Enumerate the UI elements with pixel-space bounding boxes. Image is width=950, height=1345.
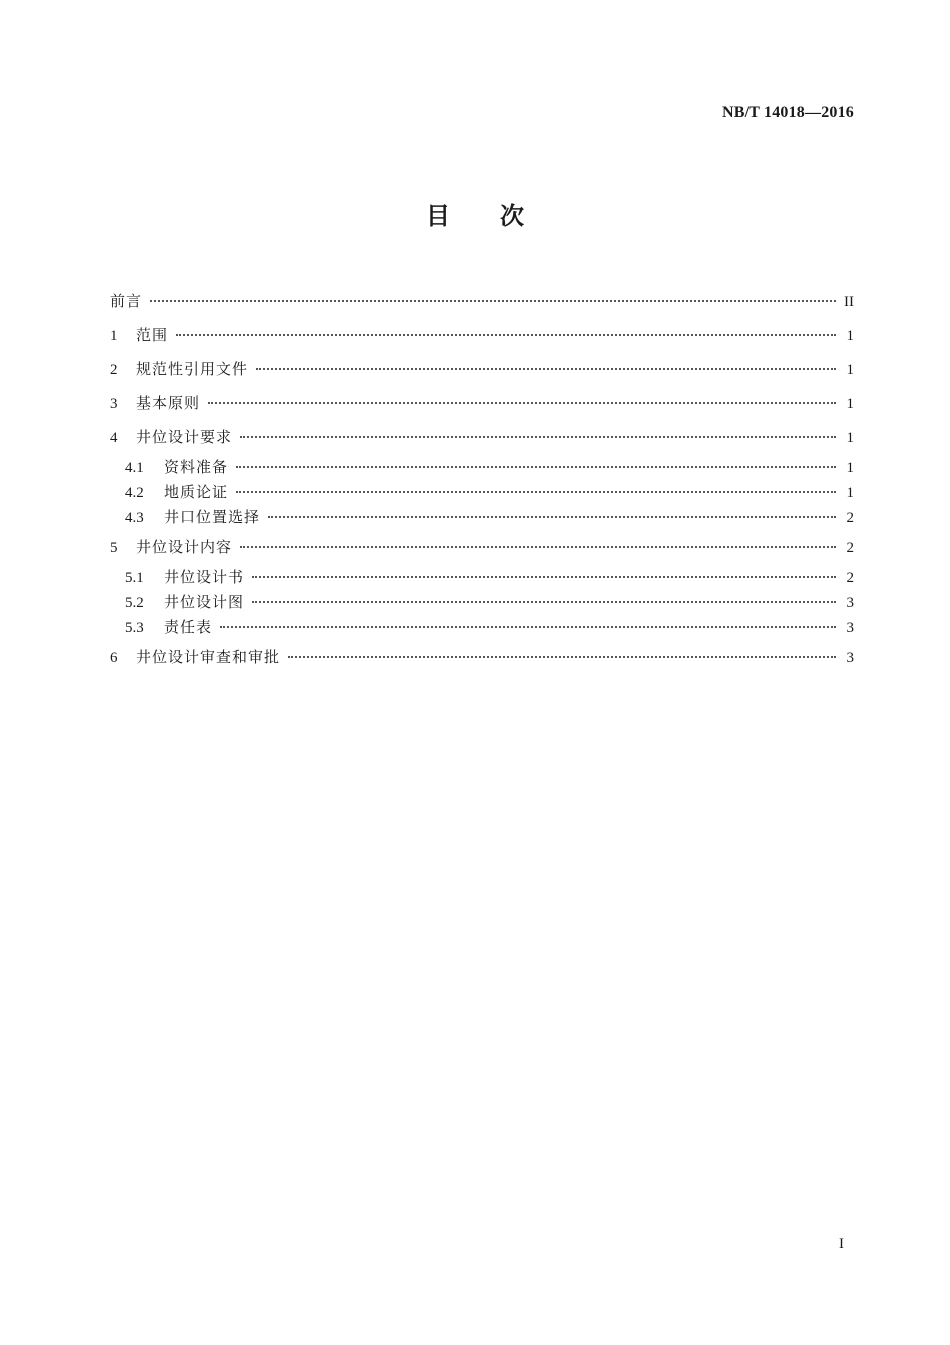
toc-entry-page: 1	[846, 362, 854, 378]
toc-entry-label: 规范性引用文件	[136, 360, 249, 378]
toc-entry-number: 4.3	[125, 510, 144, 526]
toc-entry-page: II	[844, 294, 854, 310]
page-title	[0, 196, 950, 231]
toc-entry-label: 井位设计书	[164, 568, 245, 586]
toc-leader	[256, 368, 836, 370]
toc-leader	[220, 626, 836, 628]
toc-entry-3[interactable]	[110, 391, 854, 416]
toc-entry-4-1[interactable]	[110, 455, 854, 480]
toc-leader	[252, 601, 836, 603]
toc-entry-number: 1	[110, 328, 118, 344]
toc-entry-label: 责任表	[164, 618, 213, 636]
toc-entry-number: 2	[110, 362, 118, 378]
toc-entry-label: 井位设计内容	[136, 538, 233, 556]
toc-entry-page: 1	[846, 396, 854, 412]
toc-entry-number: 4.2	[125, 485, 144, 501]
toc-entry-page: 1	[846, 328, 854, 344]
toc-entry-number: 5.3	[125, 620, 144, 636]
toc-entry-page: 3	[846, 595, 854, 611]
toc-entry-page: 2	[846, 510, 854, 526]
toc-entry-label: 地质论证	[164, 483, 229, 501]
toc-entry-4-3[interactable]	[110, 505, 854, 530]
toc-entry-number: 3	[110, 396, 118, 412]
toc-entry-5[interactable]	[110, 535, 854, 560]
toc-entry-label: 井位设计要求	[136, 428, 233, 446]
toc-entry-5-3[interactable]	[110, 615, 854, 640]
table-of-contents	[110, 289, 854, 670]
toc-entry-page: 2	[846, 570, 854, 586]
toc-leader	[268, 516, 836, 518]
toc-entry-label: 井口位置选择	[164, 508, 261, 526]
toc-entry-4-2[interactable]	[110, 480, 854, 505]
toc-entry-1[interactable]	[110, 323, 854, 348]
title-char-2: 次	[500, 202, 524, 230]
toc-leader	[252, 576, 836, 578]
toc-leader	[150, 300, 836, 302]
toc-entry-label: 资料准备	[164, 458, 229, 476]
toc-entry-5-2[interactable]	[110, 590, 854, 615]
toc-leader	[236, 466, 836, 468]
toc-entry-label: 基本原则	[136, 394, 201, 412]
toc-leader	[240, 546, 836, 548]
page-number: I	[839, 1236, 844, 1252]
toc-entry-2[interactable]	[110, 357, 854, 382]
toc-entry-number: 5.2	[125, 595, 144, 611]
toc-entry-label: 前言	[110, 292, 143, 310]
toc-entry-page: 3	[846, 620, 854, 636]
toc-entry-label: 井位设计审查和审批	[136, 648, 281, 666]
toc-entry-number: 6	[110, 650, 118, 666]
toc-leader	[236, 491, 836, 493]
toc-entry-4[interactable]	[110, 425, 854, 450]
toc-entry-page: 3	[846, 650, 854, 666]
toc-entry-label: 井位设计图	[164, 593, 245, 611]
toc-entry-6[interactable]	[110, 645, 854, 670]
toc-entry-page: 2	[846, 540, 854, 556]
toc-leader	[288, 656, 836, 658]
standard-number: NB/T 14018—2016	[721, 104, 854, 121]
toc-entry-5-1[interactable]	[110, 565, 854, 590]
toc-entry-page: 1	[846, 430, 854, 446]
toc-entry-page: 1	[846, 485, 854, 501]
toc-entry-page: 1	[846, 460, 854, 476]
toc-leader	[176, 334, 836, 336]
toc-entry-number: 4	[110, 430, 118, 446]
toc-entry-number: 5.1	[125, 570, 144, 586]
toc-entry-number: 5	[110, 540, 118, 556]
toc-leader	[208, 402, 836, 404]
toc-entry-label: 范围	[136, 326, 169, 344]
title-char-1: 目	[426, 202, 450, 230]
toc-leader	[240, 436, 836, 438]
toc-entry-foreword[interactable]	[110, 289, 854, 314]
toc-entry-number: 4.1	[125, 460, 144, 476]
